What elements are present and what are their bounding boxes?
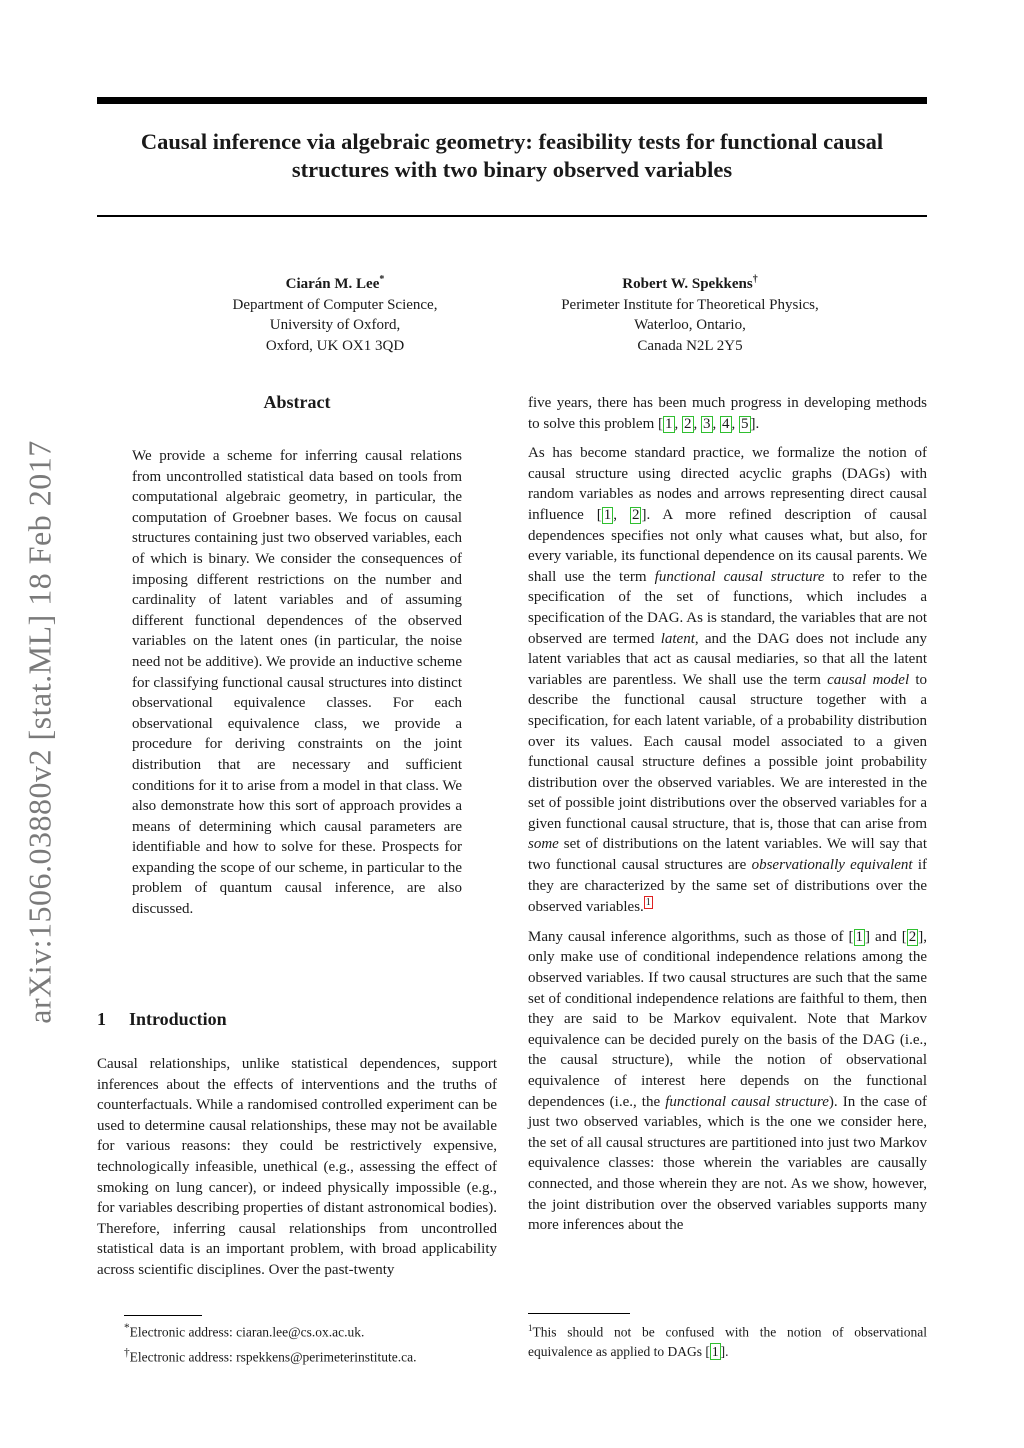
right-column bbox=[528, 393, 927, 1245]
paragraph: Many causal inference algorithms, such as those of [ 1 ] and [ 2 ], only make use of conditional independence relations among the observed variables. If two causal structures are such that the same set of conditional independence relations are faithful to them, then they are said to be Markov equivalent. Note that Markov equivalence can be decided purely on the basis of the DAG (i.e., the causal structure), while the notion of observational equivalence of interest here depends on the functional dependences (i.e., the functional causal structure). In the case of just two observed variables, which is the one we consider here, the set of all causal structures are partitioned into just two Markov equivalence classes: those wherein the variables are causally connected, and those wherein they are not. As we show, however, the joint distribution over the observed variables supports many more inferences about the bbox=[528, 928, 927, 1234]
author-affiliation: University of Oxford, bbox=[269, 317, 401, 333]
top-rule bbox=[97, 97, 927, 104]
citation-link[interactable]: 1 bbox=[855, 928, 864, 945]
paragraph: As has become standard practice, we formalize the notion of causal structure using directed acyclic graphs (DAGs) with random variables as nodes and arrows representing direct causal influence [ 1 , 2 ]. A more refined description of causal dependences specifies not only what causes what, but also, for every variable, its functional dependence on its causal parents. We shall use the term functional causal structure to refer to the specification of the set of functions, which includes a specification of the DAG. As is standard, the variables that are not observed are termed latent, and the DAG does not include any latent variables that act as causal mediaries, so that all the latent variables are parentless. We shall use the term causal model to describe the functional causal structure together with a specification, for each latent variable, of a probability distribution over its values. Each causal model associated to a given functional causal structure defines a possible joint probability distribution over the observed variables. We are interested in the set of possible joint distributions over the observed variables for a given functional causal structure, that is, those that can arise from some set of distributions on the latent variables. We will say that two functional causal structures are observationally equivalent if they are characterized by the same set of distributions over the observed variables. 1 bbox=[528, 445, 928, 916]
citation-link[interactable]: 3 bbox=[703, 415, 711, 432]
citation-link[interactable]: 1 bbox=[665, 415, 673, 432]
footnote-1: $^1$This should not be confused with the notion of observational equivalence as applied to DAGs [ 1 ]. bbox=[528, 1323, 927, 1359]
paper-title bbox=[97, 128, 927, 184]
citation-link[interactable]: 2 bbox=[684, 415, 692, 432]
footnote-email-spekkens: †Electronic address: rspekkens@perimeterinstitute.ca. bbox=[124, 1346, 417, 1364]
footnote-rule bbox=[124, 1315, 202, 1316]
author-affiliation: Oxford, UK OX1 3QD bbox=[265, 337, 405, 354]
abstract-heading: Abstract bbox=[263, 392, 331, 412]
title-line-2: structures with two binary observed variables bbox=[291, 157, 733, 182]
author-affiliation: Department of Computer Science, bbox=[232, 296, 438, 313]
citation-link[interactable]: 2 bbox=[631, 506, 640, 523]
author-affiliation: Canada N2L 2Y5 bbox=[637, 337, 743, 354]
intro-paragraph: Causal relationships, unlike statistical dependences, support inferences about the effects of interventions and the truths of counterfactuals. While a randomised controlled experiment can be used to determine causal relationships, these may not be available for various reasons: they could be restrictively expensive, technologically infeasible, unethical (e.g., assessing the effect of smoking on lung cancer), or indeed physically impossible (e.g., for variables describing properties of distant astronomical bodies). Therefore, inferring causal relationships from uncontrolled statistical data is an important problem, with broad applicability across scientific disciplines. Over the past-twenty bbox=[97, 1056, 497, 1278]
author-name: Ciarán M. Lee* bbox=[285, 274, 385, 292]
title-rule bbox=[97, 215, 927, 217]
author-affiliation: Waterloo, Ontario, bbox=[634, 317, 746, 333]
citation-link[interactable]: 4 bbox=[722, 415, 730, 432]
footnote-email-lee: *Electronic address: ciaran.lee@cs.ox.ac.uk. bbox=[124, 1322, 365, 1340]
section-number: 1 bbox=[97, 1009, 106, 1029]
citation-link[interactable]: 2 bbox=[908, 928, 917, 945]
citation-link[interactable]: 1 bbox=[711, 1343, 719, 1359]
section-title: Introduction bbox=[129, 1009, 227, 1029]
title-line-1: Causal inference via algebraic geometry: feasibility tests for functional causal bbox=[140, 129, 884, 154]
citation-link[interactable]: 5 bbox=[741, 415, 749, 432]
author-affiliation: Perimeter Institute for Theoretical Physics, bbox=[561, 296, 819, 313]
footnote-rule bbox=[528, 1313, 630, 1314]
author-name: Robert W. Spekkens† bbox=[622, 274, 758, 292]
footnotes-left bbox=[124, 1318, 504, 1367]
author-block-spekkens bbox=[520, 270, 860, 356]
author-block-lee bbox=[165, 270, 505, 356]
section-heading-introduction bbox=[97, 1009, 227, 1030]
citation-link[interactable]: 1 bbox=[603, 506, 612, 523]
arxiv-sidebar-stamp: arXiv:1506.03880v2 [stat.ML] 18 Feb 2017 bbox=[21, 440, 58, 1024]
abstract-text: We provide a scheme for inferring causal relations from uncontrolled statistical data based on tools from computational algebraic geometry, in particular, the computation of Groebner bases. We focus on causal structures containing just two observed variables, each of which is binary. We consider the consequences of imposing different restrictions on the number and cardinality of latent variables and of assuming different functional dependences of the observed variables on the latent ones (in particular, the noise need not be additive). We provide an inductive scheme for classifying functional causal structures into distinct observational equivalence classes. For each observational equivalence class, we provide a procedure for deriving constraints on the joint distribution that are necessary and sufficient conditions for it to arise from a model in that class. We also demonstrate how this sort of approach provides a means of determining which causal parameters are identifiable and how to solve for these. Prospects for expanding the scope of our scheme, in particular to the problem of quantum causal inference, are also discussed. bbox=[132, 448, 462, 918]
paragraph: five years, there has been much progress in developing methods to solve this problem [ 1 , 2 , 3 , 4 , 5 ]. bbox=[528, 395, 927, 432]
footnote-link[interactable]: 1 bbox=[645, 897, 651, 909]
